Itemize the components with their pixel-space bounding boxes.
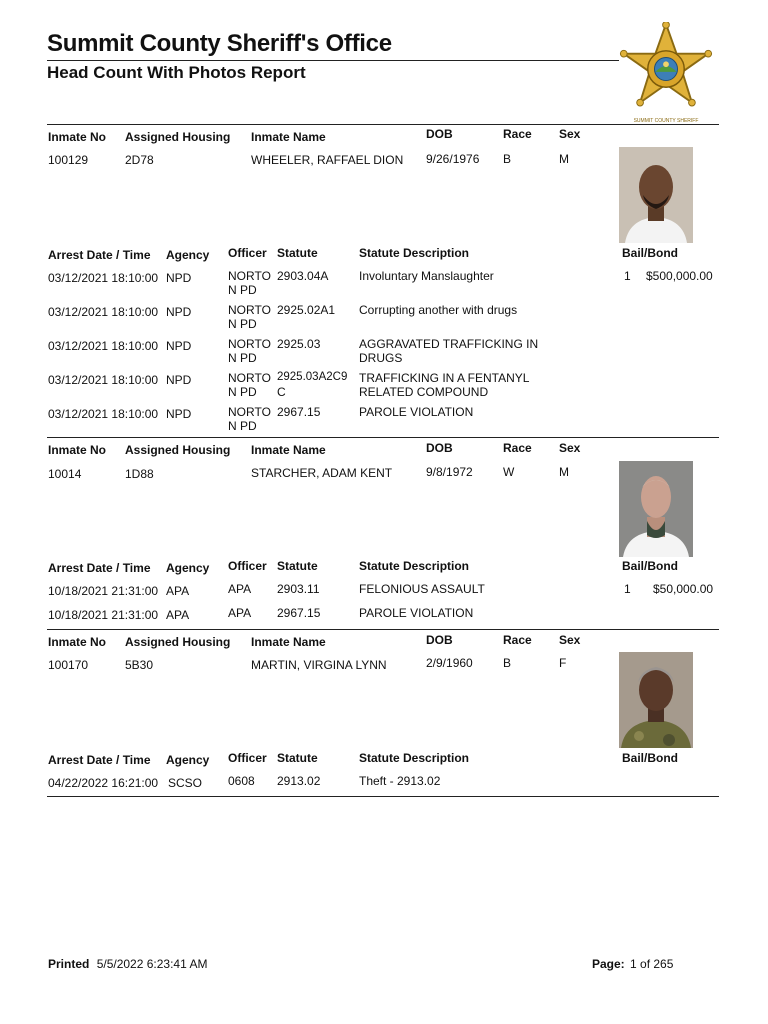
hdr-dob: DOB: [426, 127, 453, 141]
housing: 5B30: [125, 658, 154, 672]
arrest-date: 03/12/2021 18:10:00: [48, 305, 159, 319]
hdr-sex: Sex: [559, 441, 581, 455]
hdr-sex: Sex: [559, 127, 581, 141]
hdr-agency: Agency: [166, 248, 210, 262]
person-photo-icon: [619, 461, 693, 557]
section-divider: [47, 124, 719, 125]
statute-desc-line2: DRUGS: [359, 351, 403, 365]
arrest-date: 03/12/2021 18:10:00: [48, 407, 159, 421]
hdr-bail: Bail/Bond: [622, 246, 678, 260]
hdr-arrest-date: Arrest Date / Time: [48, 248, 151, 262]
hdr-inmate-name: Inmate Name: [251, 443, 326, 457]
agency: SCSO: [168, 776, 203, 790]
sex: F: [559, 656, 567, 670]
hdr-inmate-name: Inmate Name: [251, 130, 326, 144]
hdr-dob: DOB: [426, 441, 453, 455]
hdr-agency: Agency: [166, 561, 210, 575]
hdr-agency: Agency: [166, 753, 210, 767]
inmate-name: STARCHER, ADAM KENT: [251, 466, 393, 480]
hdr-officer: Officer: [228, 751, 267, 765]
hdr-statute-desc: Statute Description: [359, 246, 470, 260]
bail-count: 1: [624, 582, 631, 596]
inmate-no: 100129: [48, 153, 89, 167]
statute-desc: Involuntary Manslaughter: [359, 269, 494, 283]
agency: APA: [166, 608, 190, 622]
officer: NORTO: [228, 337, 271, 351]
officer-line2: N PD: [228, 283, 257, 297]
statute: 2967.15: [277, 606, 321, 620]
printed-value: 5/5/2022 6:23:41 AM: [96, 957, 208, 971]
bail-amount: $50,000.00: [653, 582, 714, 596]
arrest-date: 10/18/2021 21:31:00: [48, 608, 159, 622]
inmate-name: WHEELER, RAFFAEL DION: [251, 153, 404, 167]
statute-desc: TRAFFICKING IN A FENTANYL: [359, 371, 530, 385]
agency: APA: [166, 584, 190, 598]
title-rule: [47, 60, 619, 61]
hdr-housing: Assigned Housing: [125, 443, 231, 457]
hdr-race: Race: [503, 127, 532, 141]
bail-amount: $500,000.00: [646, 269, 713, 283]
page-value: 1 of 265: [630, 957, 674, 971]
dob: 9/8/1972: [426, 465, 473, 479]
arrest-date: 03/12/2021 18:10:00: [48, 373, 159, 387]
badge-text: SUMMIT COUNTY SHERIFF: [633, 118, 699, 124]
section-divider: [47, 796, 719, 797]
hdr-inmate-no: Inmate No: [48, 443, 107, 457]
hdr-statute: Statute: [277, 559, 318, 573]
person-photo-icon: [619, 147, 693, 243]
statute-desc: PAROLE VIOLATION: [359, 606, 474, 620]
agency: NPD: [166, 271, 192, 285]
hdr-housing: Assigned Housing: [125, 635, 231, 649]
officer: NORTO: [228, 269, 271, 283]
statute: 2925.02A1: [277, 303, 336, 317]
hdr-officer: Officer: [228, 246, 267, 260]
hdr-bail: Bail/Bond: [622, 751, 678, 765]
agency: NPD: [166, 373, 192, 387]
bail-count: 1: [624, 269, 631, 283]
printed-footer: [48, 957, 207, 971]
page-label: Page:: [592, 957, 625, 971]
hdr-statute: Statute: [277, 246, 318, 260]
arrest-date: 04/22/2022 16:21:00: [48, 776, 159, 790]
inmate-no: 10014: [48, 467, 82, 481]
officer-line2: N PD: [228, 317, 257, 331]
statute-line2: C: [277, 385, 286, 399]
hdr-statute: Statute: [277, 751, 318, 765]
statute: 2903.11: [277, 582, 320, 596]
hdr-sex: Sex: [559, 633, 581, 647]
agency: NPD: [166, 305, 192, 319]
hdr-dob: DOB: [426, 633, 453, 647]
hdr-officer: Officer: [228, 559, 267, 573]
officer-line2: N PD: [228, 419, 257, 433]
statute: 2903.04A: [277, 269, 329, 283]
officer: NORTO: [228, 371, 271, 385]
race: W: [503, 465, 515, 479]
hdr-bail: Bail/Bond: [622, 559, 678, 573]
inmate-no: 100170: [48, 658, 89, 672]
officer-line2: N PD: [228, 351, 257, 365]
inmate-photo: [619, 652, 693, 748]
hdr-inmate-no: Inmate No: [48, 130, 107, 144]
hdr-statute-desc: Statute Description: [359, 751, 470, 765]
hdr-arrest-date: Arrest Date / Time: [48, 561, 151, 575]
section-divider: [47, 437, 719, 438]
statute-desc: Theft - 2913.02: [359, 774, 441, 788]
sex: M: [559, 152, 569, 166]
statute: 2925.03A2C9: [277, 371, 348, 383]
arrest-date: 03/12/2021 18:10:00: [48, 339, 159, 353]
hdr-race: Race: [503, 633, 532, 647]
officer: 0608: [228, 774, 255, 788]
statute-desc: AGGRAVATED TRAFFICKING IN: [359, 337, 539, 351]
statute-desc: FELONIOUS ASSAULT: [359, 582, 485, 596]
agency: NPD: [166, 339, 192, 353]
hdr-inmate-name: Inmate Name: [251, 635, 326, 649]
inmate-photo: [619, 147, 693, 243]
person-photo-icon: [619, 652, 693, 748]
officer: APA: [228, 582, 252, 596]
dob: 2/9/1960: [426, 656, 473, 670]
race: B: [503, 152, 512, 166]
agency: NPD: [166, 407, 192, 421]
arrest-date: 03/12/2021 18:10:00: [48, 271, 159, 285]
race: B: [503, 656, 512, 670]
sex: M: [559, 465, 569, 479]
hdr-race: Race: [503, 441, 532, 455]
page-footer: [592, 957, 673, 971]
printed-label: Printed: [48, 957, 90, 971]
housing: 2D78: [125, 153, 154, 167]
hdr-housing: Assigned Housing: [125, 130, 231, 144]
officer: APA: [228, 606, 252, 620]
report-title: Summit County Sheriff's Office: [47, 30, 392, 57]
hdr-inmate-no: Inmate No: [48, 635, 107, 649]
officer: NORTO: [228, 303, 271, 317]
statute-desc-line2: RELATED COMPOUND: [359, 385, 489, 399]
arrest-date: 10/18/2021 21:31:00: [48, 584, 159, 598]
officer-line2: N PD: [228, 385, 257, 399]
statute: 2913.02: [277, 774, 321, 788]
officer: NORTO: [228, 405, 271, 419]
inmate-name: MARTIN, VIRGINA LYNN: [251, 658, 387, 672]
hdr-arrest-date: Arrest Date / Time: [48, 753, 151, 767]
statute-desc: PAROLE VIOLATION: [359, 405, 474, 419]
statute-desc: Corrupting another with drugs: [359, 303, 518, 317]
sheriff-badge-icon: [618, 22, 714, 118]
report-subtitle: Head Count With Photos Report: [47, 63, 306, 82]
statute: 2925.03: [277, 337, 321, 351]
hdr-statute-desc: Statute Description: [359, 559, 470, 573]
dob: 9/26/1976: [426, 152, 480, 166]
statute: 2967.15: [277, 405, 321, 419]
housing: 1D88: [125, 467, 154, 481]
inmate-photo: [619, 461, 693, 557]
section-divider: [47, 629, 719, 630]
